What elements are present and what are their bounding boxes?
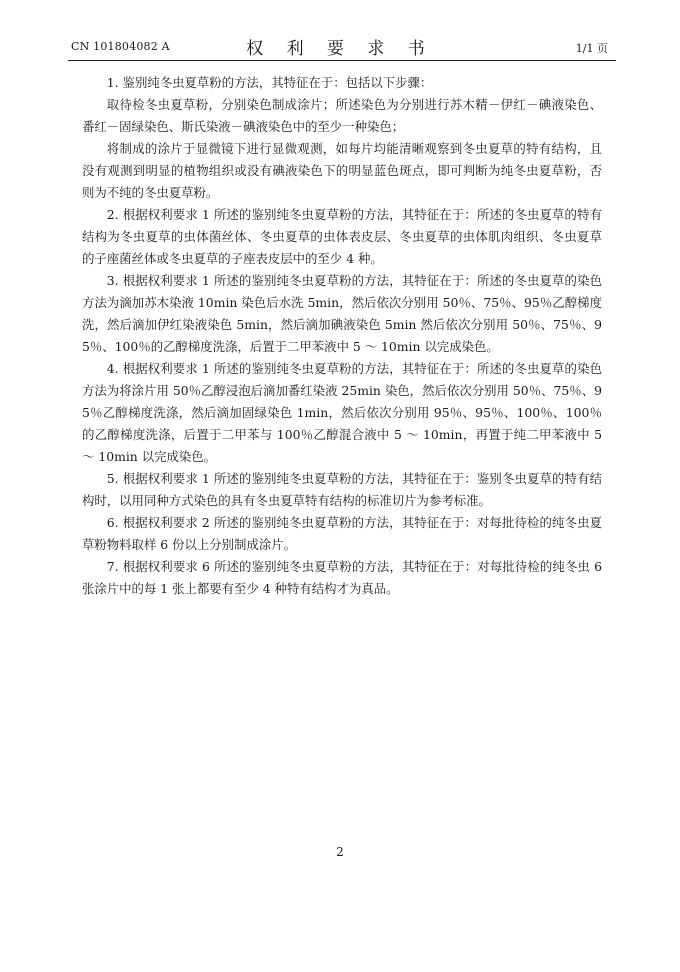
claim-6: 6. 根据权利要求 2 所述的鉴别纯冬虫夏草粉的方法，其特征在于：对每批待检的纯冬虫夏草粉物料取样 6 份以上分别制成涂片。 bbox=[82, 515, 602, 552]
document-header bbox=[0, 0, 680, 62]
publication-number: CN 101804082 A bbox=[71, 40, 170, 53]
claim-7: 7. 根据权利要求 6 所述的鉴别纯冬虫夏草粉的方法，其特征在于：对每批待检的纯冬虫 6 张涂片中的每 1 张上都要有至少 4 种特有结构才为真品。 bbox=[82, 559, 602, 596]
document-title: 权 利 要 求 书 bbox=[246, 39, 434, 59]
header-divider bbox=[68, 60, 616, 61]
claim-2: 2. 根据权利要求 1 所述的鉴别纯冬虫夏草粉的方法，其特征在于：所述的冬虫夏草的特有结构为冬虫夏草的虫体菌丝体、冬虫夏草的虫体表皮层、冬虫夏草的虫体肌肉组织、冬虫夏草的子座菌丝体或冬虫夏草的子座表皮层中的至少 4 种。 bbox=[82, 207, 602, 266]
claim-4: 4. 根据权利要求 1 所述的鉴别纯冬虫夏草粉的方法，其特征在于：所述的冬虫夏草的染色方法为将涂片用 50％乙醇浸泡后滴加番红染液 25min 染色，然后依次分别用 50％、75％、95％乙醇梯度洗涤，然后滴加固绿染色 1min，然后依次分别用 95％、95％、100％、100％的乙醇梯度洗涤，后置于二甲苯与 100％乙醇混合液中 5 ～ 10min，再置于纯二甲苯液中 5 ～ 10min 以完成染色。 bbox=[82, 361, 602, 464]
claim-1-step-staining: 取待检冬虫夏草粉，分别染色制成涂片；所述染色为分别进行苏木精－伊红－碘液染色、番红－固绿染色、斯氏染液－碘液染色中的至少一种染色； bbox=[82, 97, 602, 134]
claim-1-step-observation: 将制成的涂片于显微镜下进行显微观测，如每片均能清晰观察到冬虫夏草的特有结构，且没有观测到明显的植物组织或没有碘液染色下的明显蓝色斑点，即可判断为纯冬虫夏草粉，否则为不纯的冬虫夏草粉。 bbox=[82, 141, 602, 200]
page-number: 2 bbox=[336, 845, 344, 859]
claim-5: 5. 根据权利要求 1 所述的鉴别纯冬虫夏草粉的方法，其特征在于：鉴别冬虫夏草的特有结构时，以用同种方式染色的具有冬虫夏草特有结构的标准切片为参考标准。 bbox=[82, 471, 602, 508]
claims-body bbox=[82, 72, 602, 600]
page-count: 1/1 页 bbox=[575, 42, 608, 55]
claim-1-intro: 1. 鉴别纯冬虫夏草粉的方法，其特征在于：包括以下步骤： bbox=[106, 75, 433, 90]
claim-3: 3. 根据权利要求 1 所述的鉴别纯冬虫夏草粉的方法，其特征在于：所述的冬虫夏草的染色方法为滴加苏木染液 10min 染色后水洗 5min，然后依次分别用 50％、75％、95％乙醇梯度洗，然后滴加伊红染液染色 5min，然后滴加碘液染色 5min 然后依次分别用 50％、75％、95％、100％的乙醇梯度洗涤，后置于二甲苯液中 5 ～ 10min 以完成染色。 bbox=[82, 273, 602, 354]
